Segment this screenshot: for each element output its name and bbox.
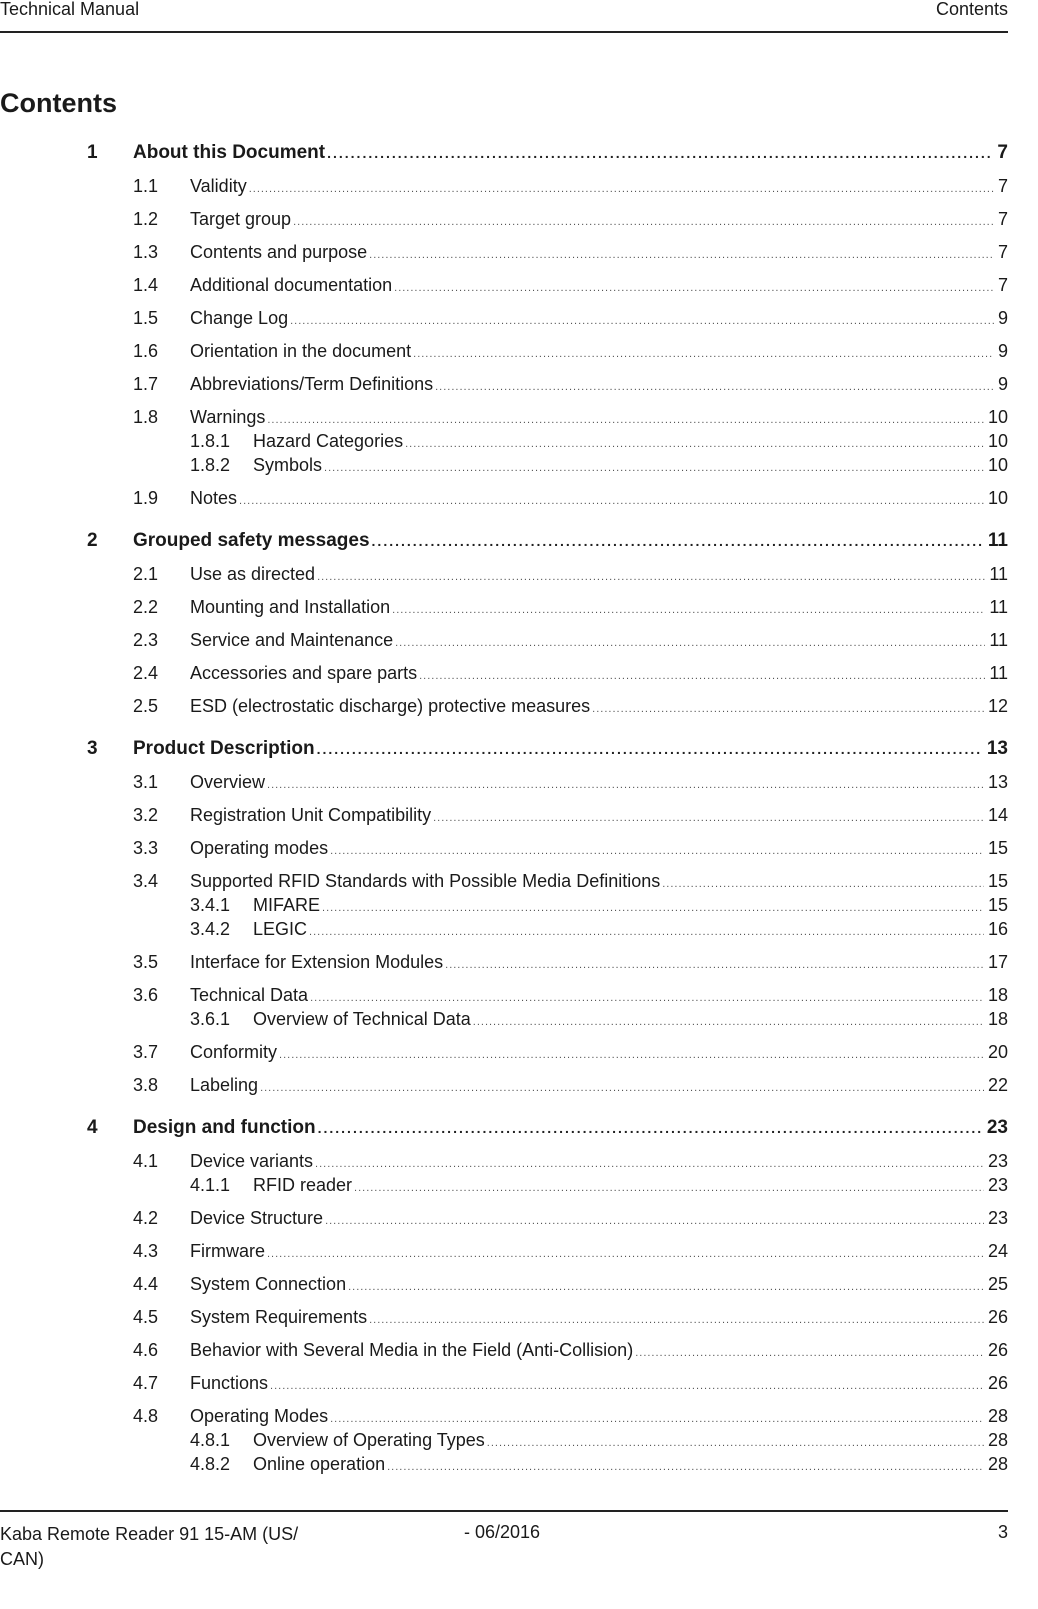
- toc-entry-page[interactable]: 23: [986, 1117, 1008, 1138]
- toc-entry-title[interactable]: Overview: [190, 772, 266, 792]
- toc-entry-page[interactable]: 25: [987, 1274, 1008, 1294]
- toc-dot-leader: [413, 349, 994, 360]
- toc-dot-leader: [392, 605, 985, 616]
- toc-entry-title[interactable]: RFID reader: [253, 1175, 353, 1195]
- toc-dot-leader: [267, 780, 984, 791]
- toc-entry-number: 4.4: [133, 1274, 159, 1294]
- toc-entry-title[interactable]: Mounting and Installation: [190, 597, 391, 617]
- toc-entry-page[interactable]: 7: [997, 142, 1008, 163]
- toc-entry-number: 4.8: [133, 1406, 159, 1426]
- toc-entry-line: [190, 1340, 1008, 1361]
- toc-entry-page[interactable]: 9: [997, 308, 1008, 328]
- toc-entry-number: 3.3: [133, 838, 159, 858]
- toc-entry[interactable]: [0, 838, 1008, 862]
- toc-entry-line: [190, 242, 1008, 263]
- toc-dot-leader: [322, 903, 984, 914]
- toc-entry-line: [253, 895, 1008, 916]
- toc-dot-leader: [433, 813, 984, 824]
- toc-entry-title[interactable]: Service and Maintenance: [190, 630, 394, 650]
- toc-entry-line: [190, 985, 1008, 1006]
- toc-entry[interactable]: [0, 985, 1008, 1009]
- toc-dot-leader: [317, 572, 985, 583]
- toc-dot-leader: [330, 1414, 984, 1425]
- toc-entry-page[interactable]: 13: [986, 738, 1008, 759]
- toc-dot-leader: [394, 283, 994, 294]
- toc-entry-page[interactable]: 23: [987, 1151, 1008, 1171]
- toc-entry-number: 3.4.1: [190, 895, 231, 915]
- footer-date: - 06/2016: [464, 1522, 541, 1542]
- toc-entry-line: [133, 1117, 1008, 1139]
- toc-entry-number: 1.8.2: [190, 455, 231, 475]
- toc-entry-number: 3.7: [133, 1042, 159, 1062]
- toc-entry-line: [190, 308, 1008, 329]
- toc-entry-page[interactable]: 7: [997, 209, 1008, 229]
- toc-entry-title[interactable]: Accessories and spare parts: [190, 663, 418, 683]
- toc-entry[interactable]: [0, 1430, 1008, 1454]
- toc-dot-leader: [249, 184, 994, 195]
- toc-entry[interactable]: [0, 242, 1008, 266]
- toc-dot-leader: [260, 1083, 984, 1094]
- toc-entry-title[interactable]: Device Structure: [190, 1208, 324, 1228]
- toc-entry-number: 3: [87, 738, 98, 759]
- toc-entry-number: 4.8.2: [190, 1454, 231, 1474]
- toc-entry-line: [190, 1307, 1008, 1328]
- toc-entry-page[interactable]: 22: [987, 1075, 1008, 1095]
- toc-entry[interactable]: [0, 1151, 1008, 1175]
- toc-entry-title[interactable]: Overview of Operating Types: [253, 1430, 485, 1450]
- toc-entry-line: [190, 663, 1008, 684]
- toc-entry-page[interactable]: 10: [987, 455, 1008, 475]
- toc-entry-title[interactable]: Abbreviations/Term Definitions: [190, 374, 434, 394]
- toc-entry[interactable]: [0, 407, 1008, 431]
- toc-entry-title[interactable]: Notes: [190, 488, 238, 508]
- toc-entry-number: 1.7: [133, 374, 159, 394]
- toc-entry-number: 1.5: [133, 308, 159, 328]
- toc-entry-line: [190, 696, 1008, 717]
- toc-entry[interactable]: [0, 209, 1008, 233]
- toc-dot-leader: [405, 439, 984, 450]
- toc-entry-number: 2.2: [133, 597, 159, 617]
- toc-entry[interactable]: [0, 488, 1008, 512]
- toc-entry-number: 1.6: [133, 341, 159, 361]
- toc-entry-page[interactable]: 23: [987, 1175, 1008, 1195]
- toc-entry-page[interactable]: 7: [997, 242, 1008, 262]
- toc-entry-title[interactable]: Product Description: [133, 738, 315, 759]
- toc-entry-page[interactable]: 7: [997, 275, 1008, 295]
- toc-entry-page[interactable]: 11: [989, 630, 1008, 650]
- toc-entry-title[interactable]: Design and function: [133, 1117, 316, 1138]
- toc-entry-number: 4.7: [133, 1373, 159, 1393]
- toc-entry-title[interactable]: Registration Unit Compatibility: [190, 805, 432, 825]
- toc-dot-leader: [592, 704, 984, 715]
- toc-entry[interactable]: [0, 1274, 1008, 1298]
- toc-entry-line: [190, 1274, 1008, 1295]
- toc-entry-page[interactable]: 10: [987, 488, 1008, 508]
- toc-entry-number: 1.8: [133, 407, 159, 427]
- toc-entry-line: [190, 1373, 1008, 1394]
- toc-entry-number: 1.9: [133, 488, 159, 508]
- toc-entry[interactable]: [0, 564, 1008, 588]
- toc-entry-title[interactable]: Supported RFID Standards with Possible Media Definitions: [190, 871, 661, 891]
- toc-entry-page[interactable]: 20: [987, 1042, 1008, 1062]
- toc-entry-number: 1.3: [133, 242, 159, 262]
- toc-entry[interactable]: [0, 805, 1008, 829]
- toc-entry-line: [190, 1241, 1008, 1262]
- toc-entry-page[interactable]: 26: [987, 1373, 1008, 1393]
- toc-entry-page[interactable]: 14: [987, 805, 1008, 825]
- toc-entry-number: 2.4: [133, 663, 159, 683]
- toc-dot-leader: [369, 1315, 984, 1326]
- toc-entry-number: 4.6: [133, 1340, 159, 1360]
- toc-entry[interactable]: [0, 630, 1008, 654]
- toc-entry-line: [190, 871, 1008, 892]
- toc-entry-page[interactable]: 26: [987, 1307, 1008, 1327]
- toc-entry-number: 3.4.2: [190, 919, 231, 939]
- toc-entry-title[interactable]: Use as directed: [190, 564, 316, 584]
- toc-dot-leader: [327, 146, 993, 160]
- toc-entry-line: [133, 142, 1008, 164]
- toc-entry-title[interactable]: Technical Data: [190, 985, 309, 1005]
- toc-entry-line: [253, 431, 1008, 452]
- toc-dot-leader: [315, 1159, 984, 1170]
- toc-entry-line: [190, 1151, 1008, 1172]
- toc-entry-line: [133, 530, 1008, 552]
- toc-entry-number: 1.1: [133, 176, 159, 196]
- toc-entry-title[interactable]: MIFARE: [253, 895, 321, 915]
- toc-entry-title[interactable]: System Connection: [190, 1274, 347, 1294]
- toc-entry[interactable]: [0, 772, 1008, 796]
- toc-entry-page[interactable]: 28: [987, 1406, 1008, 1426]
- toc-entry-line: [190, 1208, 1008, 1229]
- toc-dot-leader: [293, 217, 994, 228]
- toc-entry-page[interactable]: 7: [997, 176, 1008, 196]
- toc-entry-page[interactable]: 10: [987, 407, 1008, 427]
- toc-entry[interactable]: [0, 142, 1008, 166]
- toc-entry[interactable]: [0, 663, 1008, 687]
- toc-entry-number: 2.1: [133, 564, 159, 584]
- toc-dot-leader: [348, 1282, 984, 1293]
- page-title: Contents: [0, 88, 117, 118]
- toc-entry-number: 3.5: [133, 952, 159, 972]
- toc-entry-line: [190, 209, 1008, 230]
- toc-entry-title[interactable]: Overview of Technical Data: [253, 1009, 471, 1029]
- toc-dot-leader: [267, 1249, 984, 1260]
- toc-entry-page[interactable]: 11: [989, 564, 1008, 584]
- toc-entry-line: [253, 1430, 1008, 1451]
- toc-entry-title[interactable]: Additional documentation: [190, 275, 393, 295]
- toc-entry-title[interactable]: Labeling: [190, 1075, 259, 1095]
- toc-entry-title[interactable]: Firmware: [190, 1241, 265, 1261]
- toc-entry-number: 1.2: [133, 209, 159, 229]
- toc-dot-leader: [317, 742, 983, 756]
- toc-entry-page[interactable]: 11: [987, 530, 1008, 551]
- toc-entry-page[interactable]: 11: [989, 597, 1008, 617]
- toc-entry[interactable]: [0, 1307, 1008, 1331]
- toc-entry[interactable]: [0, 738, 1008, 762]
- toc-entry-line: [253, 919, 1008, 940]
- toc-entry[interactable]: [0, 275, 1008, 299]
- toc-entry[interactable]: [0, 1340, 1008, 1364]
- toc-entry-number: 1: [87, 142, 98, 163]
- toc-entry[interactable]: [0, 1373, 1008, 1397]
- toc-entry-page[interactable]: 16: [987, 919, 1008, 939]
- toc-entry[interactable]: [0, 1454, 1008, 1478]
- toc-entry-title[interactable]: Change Log: [190, 308, 289, 328]
- toc-entry-page[interactable]: 13: [987, 772, 1008, 792]
- toc-entry-number: 2.5: [133, 696, 159, 716]
- toc-entry-page[interactable]: 15: [987, 895, 1008, 915]
- toc-dot-leader: [239, 496, 984, 507]
- toc-dot-leader: [324, 463, 984, 474]
- toc-entry-number: 2.3: [133, 630, 159, 650]
- toc-entry[interactable]: [0, 597, 1008, 621]
- toc-entry[interactable]: [0, 431, 1008, 455]
- toc-entry-page[interactable]: 12: [987, 696, 1008, 716]
- toc-entry[interactable]: [0, 1406, 1008, 1430]
- toc-entry-number: 4.2: [133, 1208, 159, 1228]
- toc-entry-title[interactable]: Symbols: [253, 455, 323, 475]
- toc-entry[interactable]: [0, 455, 1008, 479]
- toc-entry-title[interactable]: Behavior with Several Media in the Field (Anti-Collision): [190, 1340, 634, 1360]
- toc-entry-page[interactable]: 9: [997, 341, 1008, 361]
- toc-entry-title[interactable]: Operating Modes: [190, 1406, 329, 1426]
- toc-entry-page[interactable]: 24: [987, 1241, 1008, 1261]
- toc-entry-page[interactable]: 28: [987, 1454, 1008, 1474]
- toc-dot-leader: [325, 1216, 984, 1227]
- toc-entry-line: [190, 838, 1008, 859]
- toc-dot-leader: [635, 1348, 984, 1359]
- toc-entry-title[interactable]: Operating modes: [190, 838, 329, 858]
- toc-entry-line: [190, 407, 1008, 428]
- toc-entry[interactable]: [0, 1042, 1008, 1066]
- toc-dot-leader: [354, 1183, 984, 1194]
- page-footer: [0, 1510, 1008, 1569]
- toc-entry-title[interactable]: Interface for Extension Modules: [190, 952, 444, 972]
- toc-entry-page[interactable]: 18: [987, 985, 1008, 1005]
- toc-entry[interactable]: [0, 530, 1008, 554]
- toc-entry-line: [190, 772, 1008, 793]
- toc-entry[interactable]: [0, 1117, 1008, 1141]
- toc-entry-line: [190, 630, 1008, 651]
- toc-entry-title[interactable]: Conformity: [190, 1042, 278, 1062]
- toc-entry-title[interactable]: Warnings: [190, 407, 266, 427]
- toc-entry-page[interactable]: 10: [987, 431, 1008, 451]
- toc-entry-page[interactable]: 15: [987, 838, 1008, 858]
- toc-entry[interactable]: [0, 1075, 1008, 1099]
- toc-entry-page[interactable]: 18: [987, 1009, 1008, 1029]
- toc-dot-leader: [290, 316, 994, 327]
- toc-entry-line: [190, 952, 1008, 973]
- header-left-text: Technical Manual: [0, 0, 140, 19]
- toc-entry-title[interactable]: Target group: [190, 209, 292, 229]
- toc-entry[interactable]: [0, 1175, 1008, 1199]
- toc-entry[interactable]: [0, 341, 1008, 365]
- toc-entry-line: [190, 488, 1008, 509]
- toc-dot-leader: [318, 1121, 983, 1135]
- footer-page-number: 3: [997, 1522, 1008, 1542]
- toc-dot-leader: [435, 382, 994, 393]
- toc-entry-line: [190, 341, 1008, 362]
- toc-entry-title[interactable]: ESD (electrostatic discharge) protective measures: [190, 696, 591, 716]
- toc-entry-line: [133, 738, 1008, 760]
- toc-entry-number: 4.3: [133, 1241, 159, 1261]
- toc-entry[interactable]: [0, 871, 1008, 895]
- toc-entry-page[interactable]: 28: [987, 1430, 1008, 1450]
- toc-entry-line: [253, 1175, 1008, 1196]
- toc-entry-line: [190, 1075, 1008, 1096]
- toc-dot-leader: [372, 534, 984, 548]
- toc-entry-line: [190, 374, 1008, 395]
- toc-entry-title[interactable]: Contents and purpose: [190, 242, 368, 262]
- toc-entry-line: [190, 597, 1008, 618]
- toc-dot-leader: [473, 1017, 984, 1028]
- toc-entry-title[interactable]: LEGIC: [253, 919, 308, 939]
- toc-entry-line: [253, 455, 1008, 476]
- toc-entry[interactable]: [0, 696, 1008, 720]
- toc-dot-leader: [662, 879, 984, 890]
- toc-entry-title[interactable]: Orientation in the document: [190, 341, 412, 361]
- toc-entry-number: 3.6.1: [190, 1009, 231, 1029]
- toc-entry-title[interactable]: System Requirements: [190, 1307, 368, 1327]
- toc-dot-leader: [487, 1438, 984, 1449]
- toc-dot-leader: [279, 1050, 984, 1061]
- toc-dot-leader: [309, 927, 984, 938]
- toc-entry-title[interactable]: Grouped safety messages: [133, 530, 370, 551]
- toc-entry[interactable]: [0, 1009, 1008, 1033]
- toc-entry-page[interactable]: 15: [987, 871, 1008, 891]
- toc-entry-number: 1.4: [133, 275, 159, 295]
- toc-dot-leader: [310, 993, 984, 1004]
- toc-entry-title[interactable]: Online operation: [253, 1454, 386, 1474]
- toc-entry-number: 3.2: [133, 805, 159, 825]
- toc-entry-page[interactable]: 17: [987, 952, 1008, 972]
- toc-entry-page[interactable]: 11: [989, 663, 1008, 683]
- toc-entry-line: [253, 1454, 1008, 1475]
- toc-entry[interactable]: [0, 952, 1008, 976]
- toc-entry-page[interactable]: 26: [987, 1340, 1008, 1360]
- toc-entry-number: 4.1: [133, 1151, 159, 1171]
- toc-dot-leader: [270, 1381, 984, 1392]
- toc-entry-number: 4.1.1: [190, 1175, 231, 1195]
- toc-entry-number: 1.8.1: [190, 431, 231, 451]
- toc-entry-line: [190, 176, 1008, 197]
- toc-dot-leader: [369, 250, 994, 261]
- toc-entry-number: 3.4: [133, 871, 159, 891]
- toc-entry-line: [190, 1042, 1008, 1063]
- toc-entry[interactable]: [0, 895, 1008, 919]
- toc-dot-leader: [419, 671, 985, 682]
- toc-entry[interactable]: [0, 374, 1008, 398]
- toc-entry-number: 2: [87, 530, 98, 551]
- toc-entry[interactable]: [0, 919, 1008, 943]
- toc-dot-leader: [330, 846, 984, 857]
- toc-entry-line: [190, 564, 1008, 585]
- toc-entry-line: [190, 275, 1008, 296]
- toc-entry[interactable]: [0, 1208, 1008, 1232]
- toc-entry-number: 3.1: [133, 772, 159, 792]
- toc-entry[interactable]: [0, 176, 1008, 200]
- toc-entry-line: [190, 805, 1008, 826]
- toc-entry-number: 4.8.1: [190, 1430, 231, 1450]
- toc-entry-number: 4.5: [133, 1307, 159, 1327]
- toc-entry-line: [190, 1406, 1008, 1427]
- toc-entry[interactable]: [0, 308, 1008, 332]
- toc-entry-page[interactable]: 23: [987, 1208, 1008, 1228]
- toc-entry-page[interactable]: 9: [997, 374, 1008, 394]
- toc-entry-title[interactable]: Device variants: [190, 1151, 314, 1171]
- toc-entry-line: [253, 1009, 1008, 1030]
- toc-entry-title[interactable]: About this Document: [133, 142, 326, 163]
- toc-entry-title[interactable]: Functions: [190, 1373, 269, 1393]
- toc-entry-number: 3.8: [133, 1075, 159, 1095]
- toc-entry-number: 4: [87, 1117, 98, 1138]
- header-right-text: Contents: [935, 0, 1008, 19]
- toc-dot-leader: [387, 1462, 984, 1473]
- toc-entry-title[interactable]: Validity: [190, 176, 247, 196]
- toc-entry-title[interactable]: Hazard Categories: [253, 431, 404, 451]
- footer-product-name: Kaba Remote Reader 91 15-AM (US/ CAN): [0, 1524, 299, 1569]
- toc-entry[interactable]: [0, 1241, 1008, 1265]
- toc-dot-leader: [267, 415, 984, 426]
- page-header: [0, 0, 1008, 33]
- toc-entry-number: 3.6: [133, 985, 159, 1005]
- toc-dot-leader: [445, 960, 984, 971]
- toc-dot-leader: [395, 638, 985, 649]
